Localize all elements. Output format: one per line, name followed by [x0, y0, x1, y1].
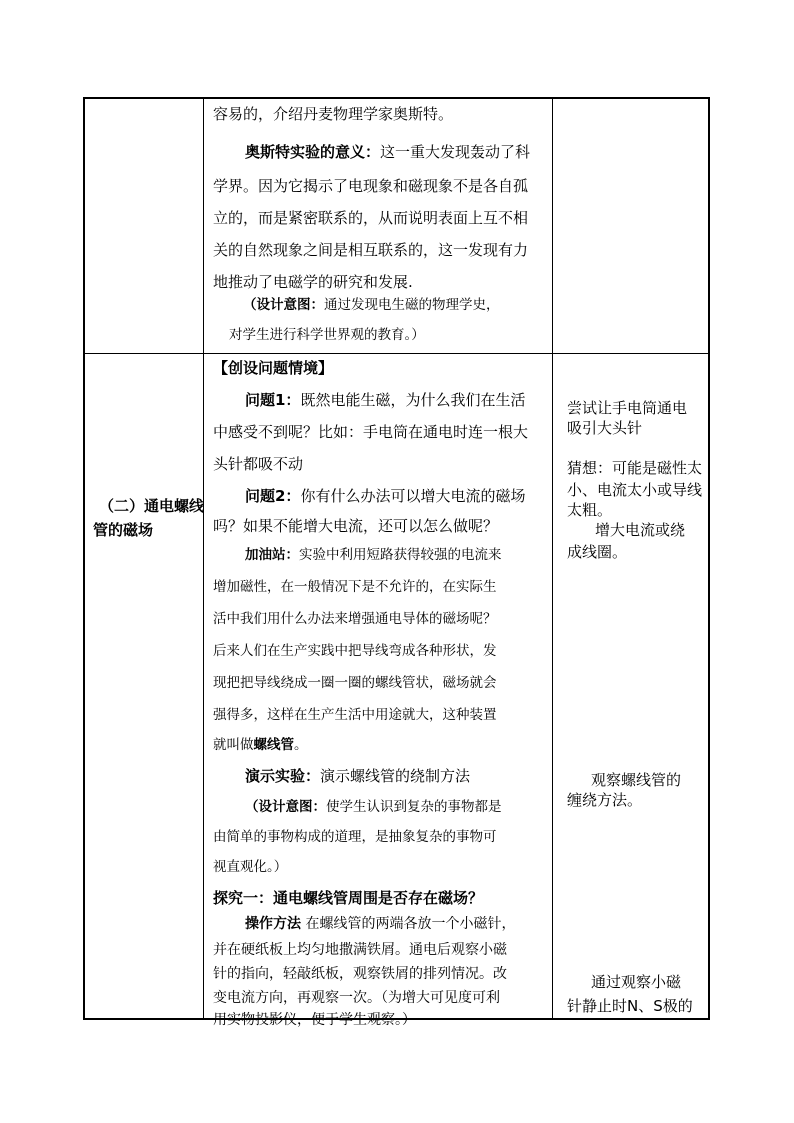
- text-line: 中感受不到呢？比如：手电筒在通电时连一根大: [213, 423, 529, 441]
- student-activity: 尝试让手电筒通电: [567, 399, 688, 417]
- text-line: 问题1：既然电能生磁，为什么我们在生活: [245, 391, 526, 409]
- text-line: 问题2：你有什么办法可以增大电流的磁场: [245, 487, 526, 505]
- student-activity: 成线圈。: [567, 543, 628, 561]
- text-line: 活中我们用什么办法来增强通电导体的磁场呢？: [213, 611, 497, 627]
- design-intent: 对学生进行科学世界观的教育。）: [229, 327, 425, 343]
- section-title: （二）通电螺线: [99, 497, 205, 515]
- text-line: 变电流方向，再观察一次。（为增大可见度可利: [213, 990, 500, 1006]
- text-line: 奥斯特实验的意义：这一重大发现轰动了科: [245, 143, 531, 161]
- text-line: 关的自然现象之间是相互联系的，这一发现有力: [213, 241, 529, 259]
- student-activity: 针静止时N、S极的: [567, 997, 693, 1015]
- text-line: 操作方法 在螺线管的两端各放一个小磁针，: [245, 916, 516, 932]
- text-line: 学界。因为它揭示了电现象和磁现象不是各自孤: [213, 177, 529, 195]
- text-line: 容易的，介绍丹麦物理学家奥斯特。: [213, 105, 454, 123]
- text-line: 加油站：实验中利用短路获得较强的电流来: [245, 547, 502, 563]
- text-line: 并在硬纸板上均匀地撒满铁屑。通电后观察小磁: [213, 942, 507, 958]
- heading: 【创设问题情境】: [213, 359, 334, 377]
- text-line: 地推动了电磁学的研究和发展.: [213, 273, 413, 291]
- column-divider-left: [203, 99, 204, 1018]
- text-line: 强得多，这样在生产生活中用途就大，这种装置: [213, 707, 497, 723]
- text-line: 就叫做螺线管。: [213, 737, 308, 753]
- text-line: 立的，而是紧密联系的，从而说明表面上互不相: [213, 209, 529, 227]
- row-divider: [85, 353, 708, 354]
- student-activity: 缠绕方法。: [567, 791, 643, 809]
- student-activity: 观察螺线管的: [591, 771, 682, 789]
- design-intent: 视直观化。）: [213, 859, 288, 875]
- student-activity: 增大电流或绕: [595, 521, 686, 539]
- student-activity: 太粗。: [567, 501, 613, 519]
- column-divider-right: [552, 99, 553, 1018]
- text-line: 演示实验：演示螺线管的绕制方法: [245, 767, 471, 785]
- design-intent: （设计意图：通过发现电生磁的物理学史，: [243, 297, 500, 313]
- text-line: 吗？如果不能增大电流，还可以怎么做呢？: [213, 517, 499, 535]
- design-intent: 由简单的事物构成的道理，是抽象复杂的事物可: [213, 829, 497, 845]
- student-activity: 通过观察小磁: [591, 973, 682, 991]
- text-line: 针的指向，轻敲纸板，观察铁屑的排列情况。改: [213, 966, 507, 982]
- text-line: 头针都吸不动: [213, 455, 304, 473]
- lesson-plan-table: [83, 97, 710, 1028]
- heading: 探究一：通电螺线管周围是否存在磁场？: [213, 889, 484, 907]
- text-line: 后来人们在生产实践中把导线弯成各种形状，发: [213, 643, 497, 659]
- student-activity: 小、电流太小或导线: [567, 481, 703, 499]
- student-activity: 吸引大头针: [567, 419, 643, 437]
- text-line: 增加磁性，在一般情况下是不允许的，在实际生: [213, 579, 497, 595]
- text-line: 现把把导线绕成一圈一圈的螺线管状，磁场就会: [213, 675, 497, 691]
- text-line: 用实物投影仪，便于学生观察。）: [213, 1012, 416, 1028]
- student-activity: 猜想：可能是磁性太: [567, 459, 703, 477]
- section-title: 管的磁场: [93, 521, 154, 539]
- design-intent: （设计意图：使学生认识到复杂的事物都是: [245, 799, 502, 815]
